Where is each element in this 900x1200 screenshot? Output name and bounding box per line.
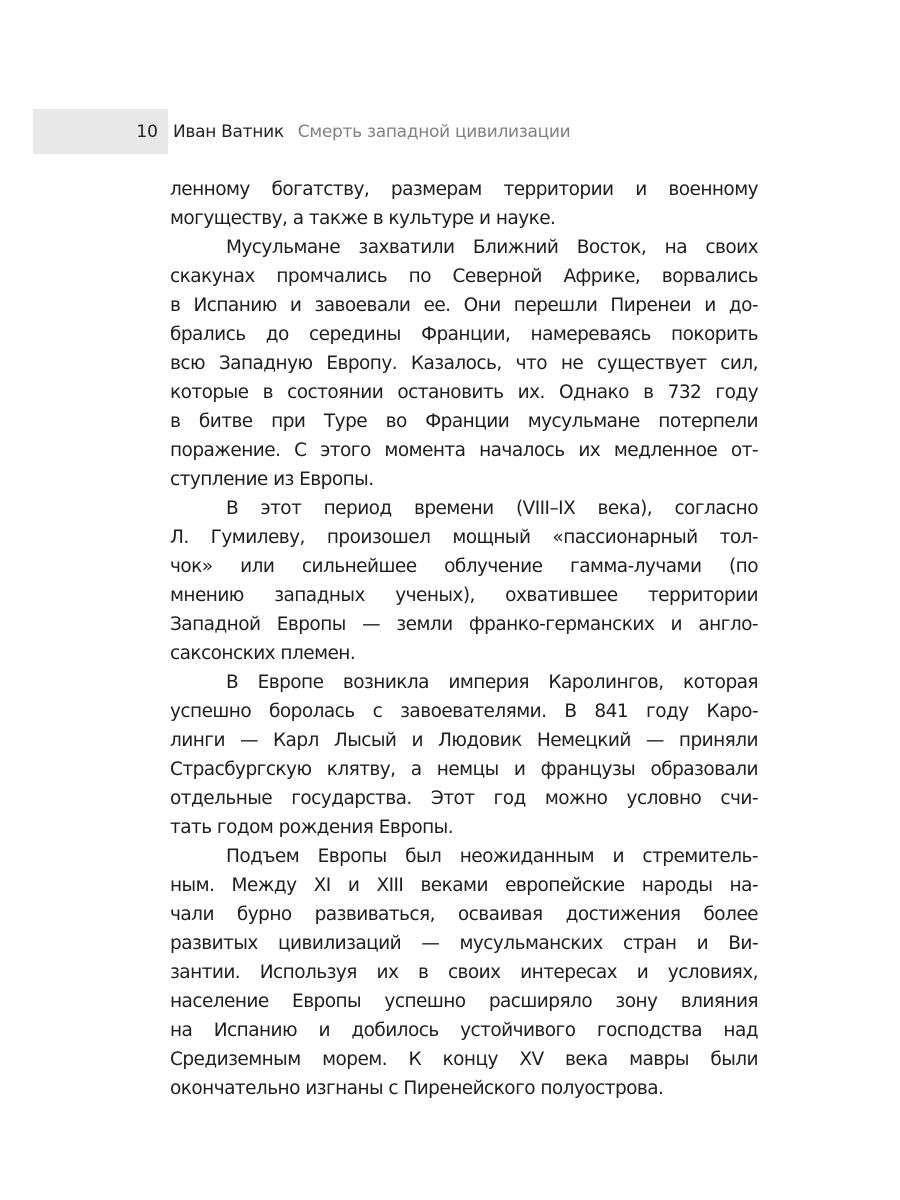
text-line: В Европе возникла империя Каролингов, которая [226, 672, 758, 693]
text-line: Средиземным морем. К концу XV века мавры были [170, 1049, 758, 1070]
page-number-box [33, 109, 168, 154]
text-line: могуществу, а также в культуре и науке. [170, 208, 556, 229]
text-line: на Испанию и добилось устойчивого господства над [170, 1020, 758, 1041]
text-line: тать годом рождения Европы. [170, 817, 454, 838]
text-line: скакунах промчались по Северной Африке, ворвались [170, 266, 758, 287]
text-line: отдельные государства. Этот год можно условно счи- [170, 788, 758, 809]
text-line: В этот период времени (VIII–IX века), согласно [226, 498, 758, 519]
text-line: в битве при Туре во Франции мусульмане потерпели [170, 411, 758, 432]
paragraph [170, 494, 758, 668]
text-line: ленному богатству, размерам территории и военному [170, 179, 758, 200]
text-line: окончательно изгнаны с Пиренейского полуострова. [170, 1078, 664, 1099]
text-line: Мусульмане захватили Ближний Восток, на своих [226, 237, 758, 258]
text-line: зантии. Используя их в своих интересах и условиях, [170, 962, 758, 983]
text-line: Л. Гумилеву, произошел мощный «пассионарный тол- [170, 527, 758, 548]
book-title: Смерть западной цивилизации [297, 121, 571, 142]
text-line: всю Западную Европу. Казалось, что не существует сил, [170, 353, 758, 374]
text-line: ступление из Европы. [170, 469, 374, 490]
text-line: Западной Европы — земли франко-германских и англо- [170, 614, 758, 635]
text-line: линги — Карл Лысый и Людовик Немецкий — приняли [170, 730, 758, 751]
running-head [33, 109, 570, 154]
paragraph [170, 233, 758, 494]
text-line: саксонских племен. [170, 643, 356, 664]
text-line: Подъем Европы был неожиданным и стремитель- [226, 846, 758, 867]
author-name: Иван Ватник [173, 121, 284, 142]
text-line: ным. Между XI и XIII веками европейские народы на- [170, 875, 758, 896]
text-line: мнению западных ученых), охватившее территории [170, 585, 758, 606]
text-line: успешно боролась с завоевателями. В 841 году Каро- [170, 701, 758, 722]
text-line: чали бурно развиваться, осваивая достижения более [170, 904, 758, 925]
paragraph [170, 175, 758, 233]
text-line: Страсбургскую клятву, а немцы и французы образовали [170, 759, 758, 780]
paragraph [170, 668, 758, 842]
text-line: брались до середины Франции, намереваясь покорить [170, 324, 758, 345]
paragraph [170, 842, 758, 1103]
text-line: поражение. С этого момента началось их медленное от- [170, 440, 758, 461]
text-line: население Европы успешно расширяло зону влияния [170, 991, 758, 1012]
text-body [170, 175, 758, 1103]
text-line: в Испанию и завоевали ее. Они перешли Пиренеи и до- [170, 295, 758, 316]
text-line: чок» или сильнейшее облучение гамма-лучами (по [170, 556, 758, 577]
page-number: 10 [136, 121, 158, 142]
text-line: развитых цивилизаций — мусульманских стран и Ви- [170, 933, 758, 954]
text-line: которые в состоянии остановить их. Однако в 732 году [170, 382, 758, 403]
